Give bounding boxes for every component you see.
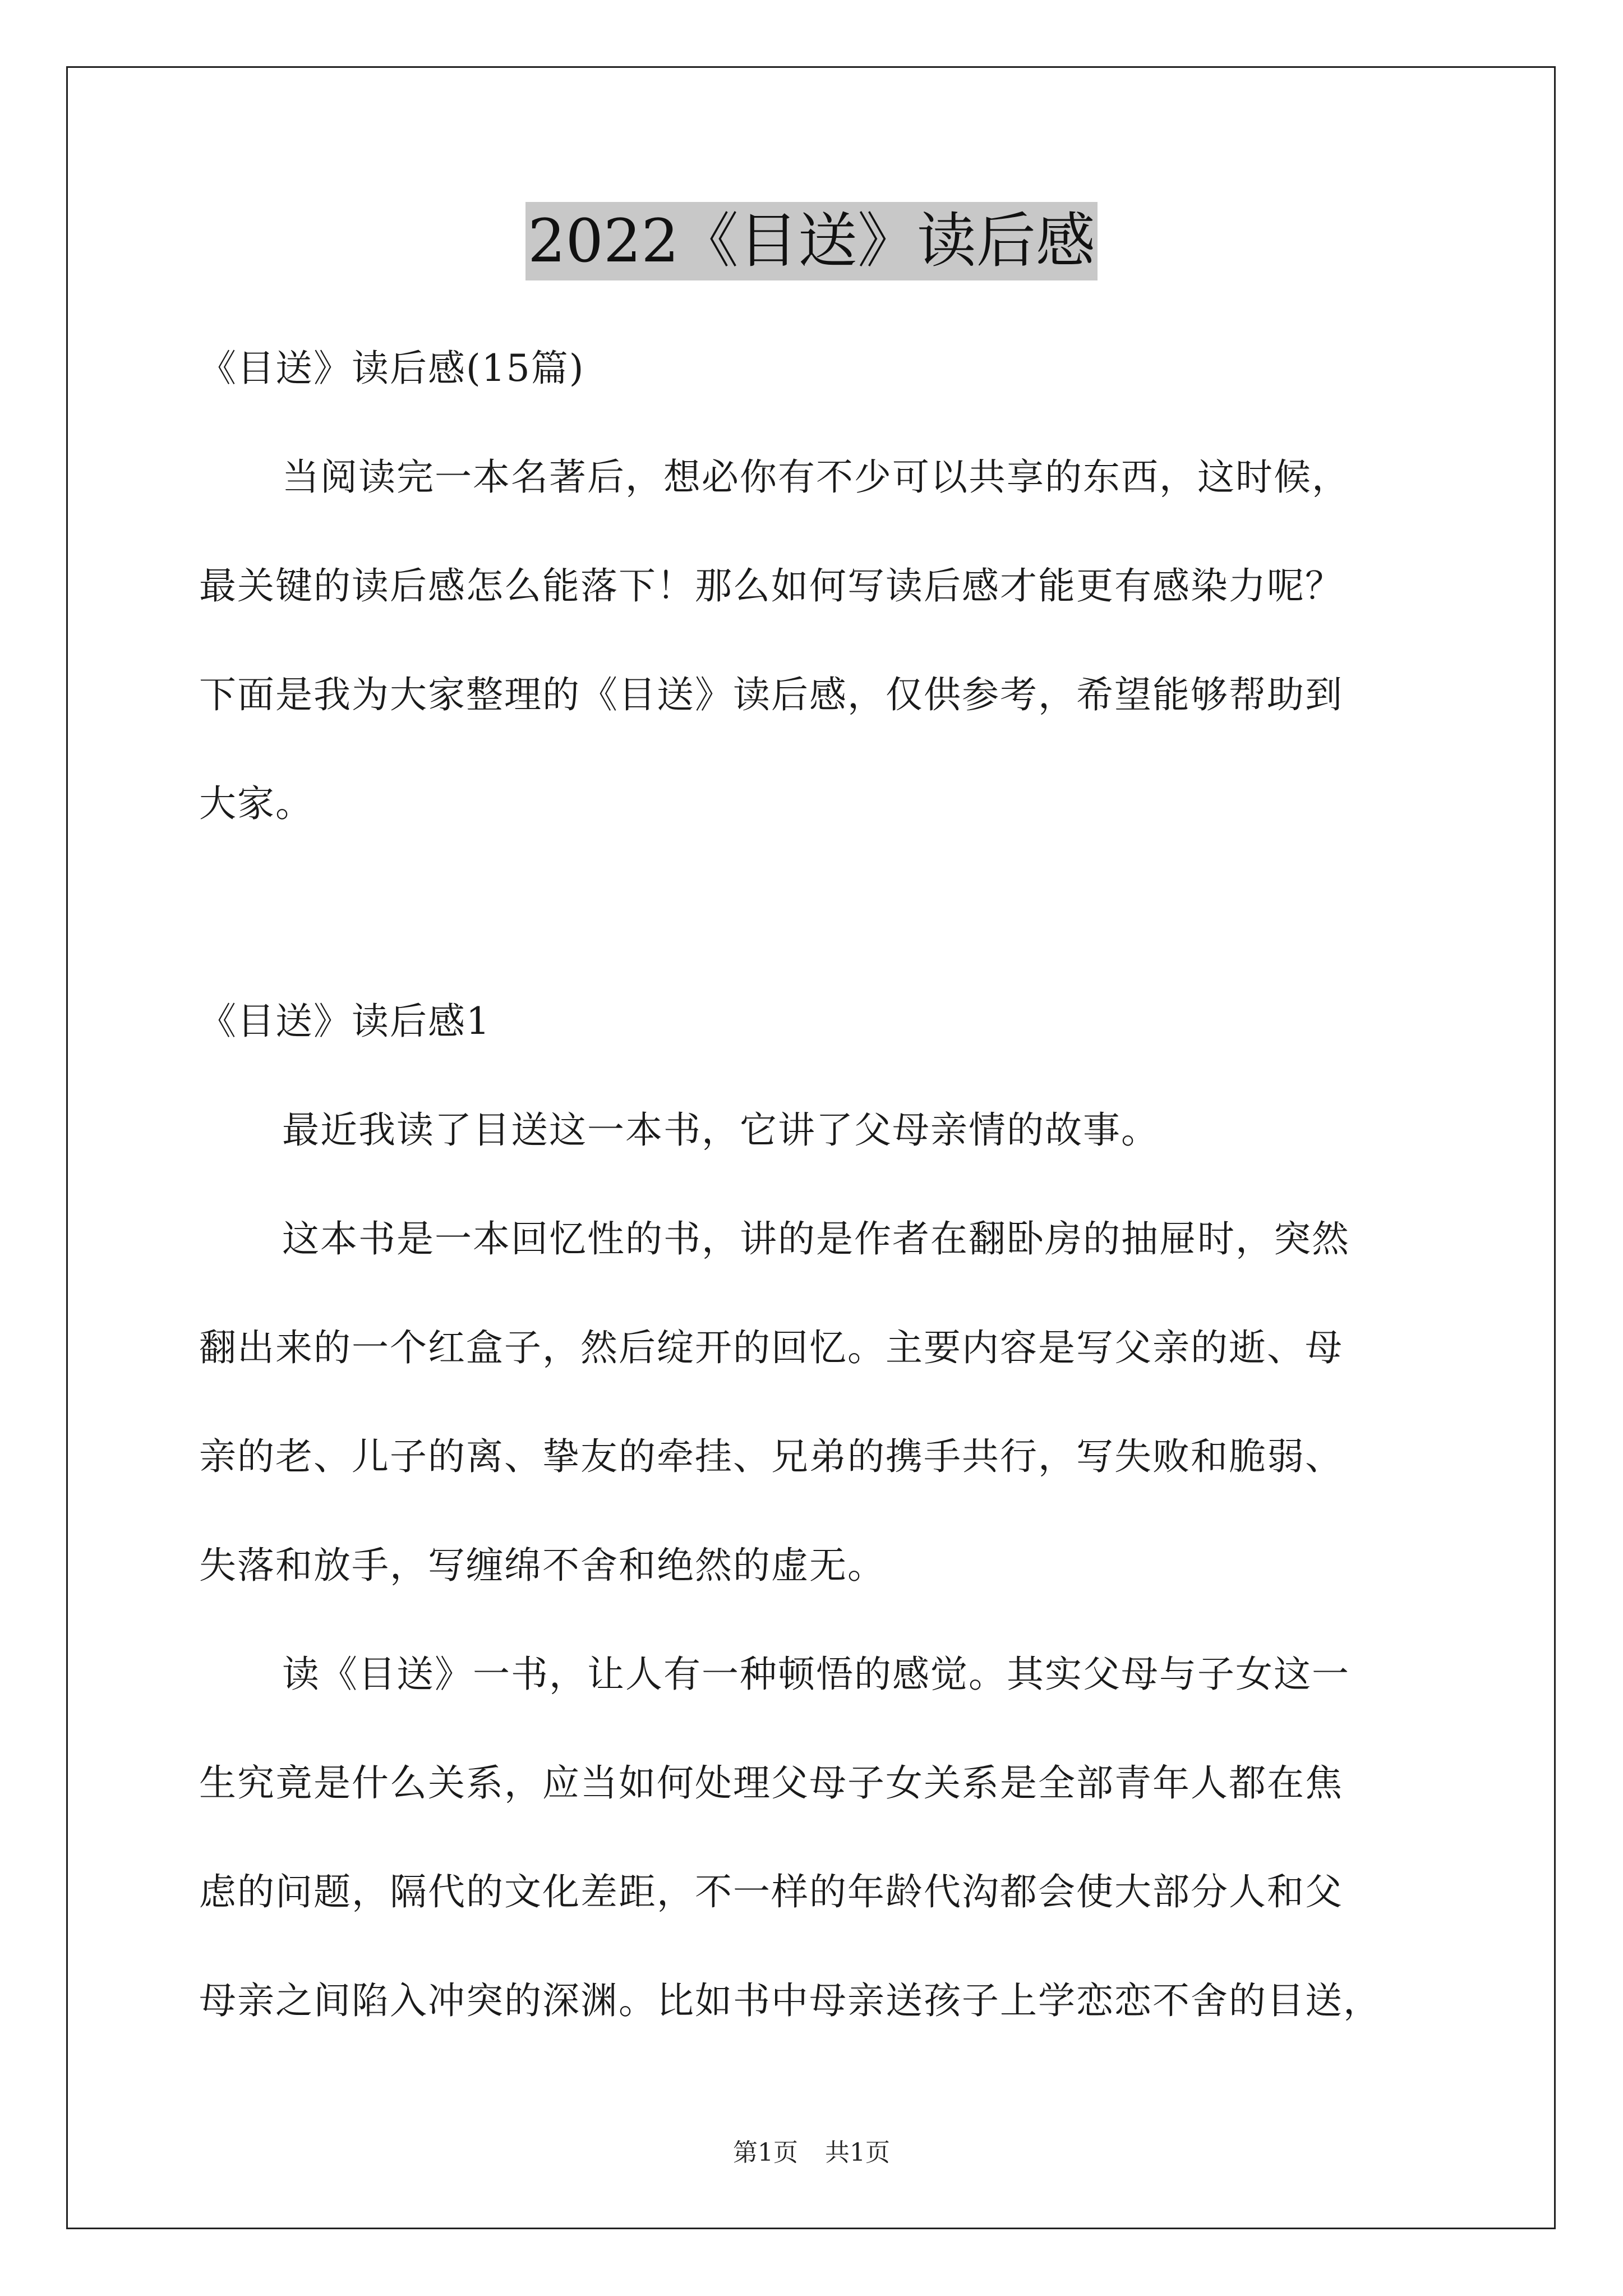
title-container <box>0 202 1623 280</box>
intro-line: 最关键的读后感怎么能落下！那么如何写读后感才能更有感染力呢？ <box>199 564 1343 608</box>
paragraph-line: 翻出来的一个红盒子，然后绽开的回忆。主要内容是写父亲的逝、母 <box>199 1326 1343 1369</box>
paragraph-line: 虑的问题，隔代的文化差距，不一样的年龄代沟都会使大部分人和父 <box>199 1870 1343 1913</box>
paragraph-line: 生究竟是什么关系，应当如何处理父母子女关系是全部青年人都在焦 <box>199 1761 1343 1805</box>
document-title: 2022《目送》读后感 <box>525 202 1098 280</box>
paragraph-line: 这本书是一本回忆性的书，讲的是作者在翻卧房的抽屉时，突然 <box>282 1217 1350 1260</box>
page-number-total: 共1页 <box>825 2138 890 2167</box>
paragraph-line: 失落和放手，写缠绵不舍和绝然的虚无。 <box>199 1544 886 1587</box>
blank-line <box>199 858 1427 967</box>
paragraph-line: 亲的老、儿子的离、挚友的牵挂、兄弟的携手共行，写失败和脆弱、 <box>199 1435 1343 1478</box>
paragraph-line: 最近我读了目送这一本书，它讲了父母亲情的故事。 <box>282 1108 1159 1152</box>
document-body <box>199 314 1427 2055</box>
page-footer <box>0 2136 1623 2170</box>
intro-line: 当阅读完一本名著后，想必你有不少可以共享的东西，这时候， <box>282 455 1350 499</box>
intro-line: 大家。 <box>199 782 313 825</box>
subtitle: 《目送》读后感(15篇) <box>199 347 585 390</box>
intro-line: 下面是我为大家整理的《目送》读后感，仅供参考，希望能够帮助到 <box>199 673 1343 716</box>
paragraph-line: 母亲之间陷入冲突的深渊。比如书中母亲送孩子上学恋恋不舍的目送， <box>199 1979 1381 2022</box>
section-heading: 《目送》读后感1 <box>199 1000 491 1043</box>
page-number-current: 第1页 <box>733 2138 798 2167</box>
paragraph-line: 读《目送》一书，让人有一种顿悟的感觉。其实父母与子女这一 <box>282 1653 1350 1696</box>
